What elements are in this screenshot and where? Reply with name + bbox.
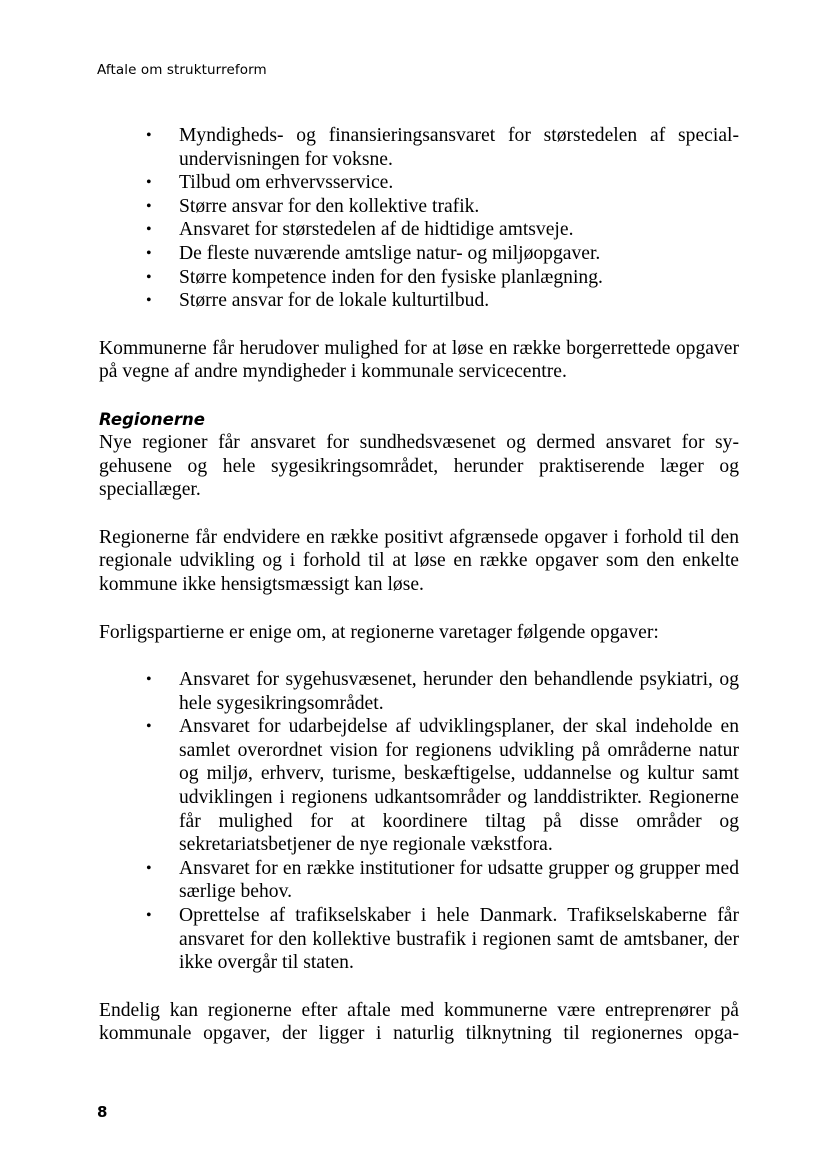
list-item: • Tilbud om erhvervsservice. [146,172,394,194]
bullet-icon: • [146,671,152,689]
list-item: • Større kompetence inden for den fysiske planlægning. [146,266,603,288]
paragraph-service-centres: Kommunerne får herudover mulighed for at løse en række borgerrettede opgaver på vegne af andre myndigheder i kommunale servicecentre. [99,337,739,383]
bullet-icon: • [146,174,152,192]
bullet-icon: • [146,197,152,215]
list-item: • Større ansvar for den kollektive trafik. [146,195,480,217]
section-heading: Regionerne [99,409,205,429]
page-body [99,124,739,1046]
page-number: 8 [97,1103,108,1121]
list-item: • Ansvaret for størstedelen af de hidtidige amtsveje. [146,219,574,241]
regional-tasks-list [99,668,739,975]
bullet-icon: • [146,907,152,925]
municipal-tasks-list [99,124,739,313]
bullet-icon: • [146,221,152,239]
paragraph-health: Nye regioner får ansvaret for sundhedsvæsenet og dermed ansvaret for sygehusene og hele sygesikringsområdet, herunder praktiserende læger og speciallæger. [99,431,739,501]
list-item: • Ansvaret for sygehusvæsenet, herunder den behandlende psykiatri, og hele sygesikringsområdet. [146,669,739,714]
bullet-icon: • [146,718,152,736]
bullet-icon: • [146,127,152,144]
bullet-icon: • [146,268,152,286]
list-item: • Større ansvar for de lokale kulturtilbud. [146,290,490,312]
running-header: Aftale om strukturreform [97,62,267,78]
list-item: • De fleste nuværende amtslige natur- og miljøopgaver. [146,242,601,264]
list-item: • Myndigheds- og finansieringsansvaret for størstedelen af specialundervisningen for voksne. [146,125,739,170]
bullet-icon: • [146,292,152,310]
list-item: • Ansvaret for udarbejdelse af udviklingsplaner, der skal indeholde en samlet overordnet vision for regionens udvikling på områderne natur og miljø, erhverv, turisme, beskæftigelse, uddannelse og kultur samt udviklingen i regionens udkantsområder og landdistrikter. Regionerne får mulighed for at koordinere tiltag på disse områder og sekretariatsbetjener de nye regionale vækstfora. [146,716,739,856]
list-item: • Ansvaret for en række institutioner for udsatte grupper og grupper med særlige behov. [146,857,739,903]
paragraph-agreement: Forligspartierne er enige om, at regionerne varetager følgende opgaver: [99,621,659,643]
bullet-icon: • [146,244,152,262]
list-item: • Oprettelse af trafikselskaber i hele Danmark. Trafikselskaberne får ansvaret for den kollektive bustrafik i regionen samt de amtsbaner, der ikke overgår til staten. [146,905,739,974]
paragraph-entrepreneurs: Endelig kan regionerne efter aftale med kommunerne være entreprenører på kommunale opgaver, der ligger i naturlig tilknytning til regionernes opga- [99,999,739,1045]
paragraph-regional-development: Regionerne får endvidere en række positivt afgrænsede opgaver i forhold til den regionale udvikling og i forhold til at løse en række opgaver som den enkelte kommune ikke hensigtsmæssigt kan løse. [99,526,739,595]
bullet-icon: • [146,859,152,877]
